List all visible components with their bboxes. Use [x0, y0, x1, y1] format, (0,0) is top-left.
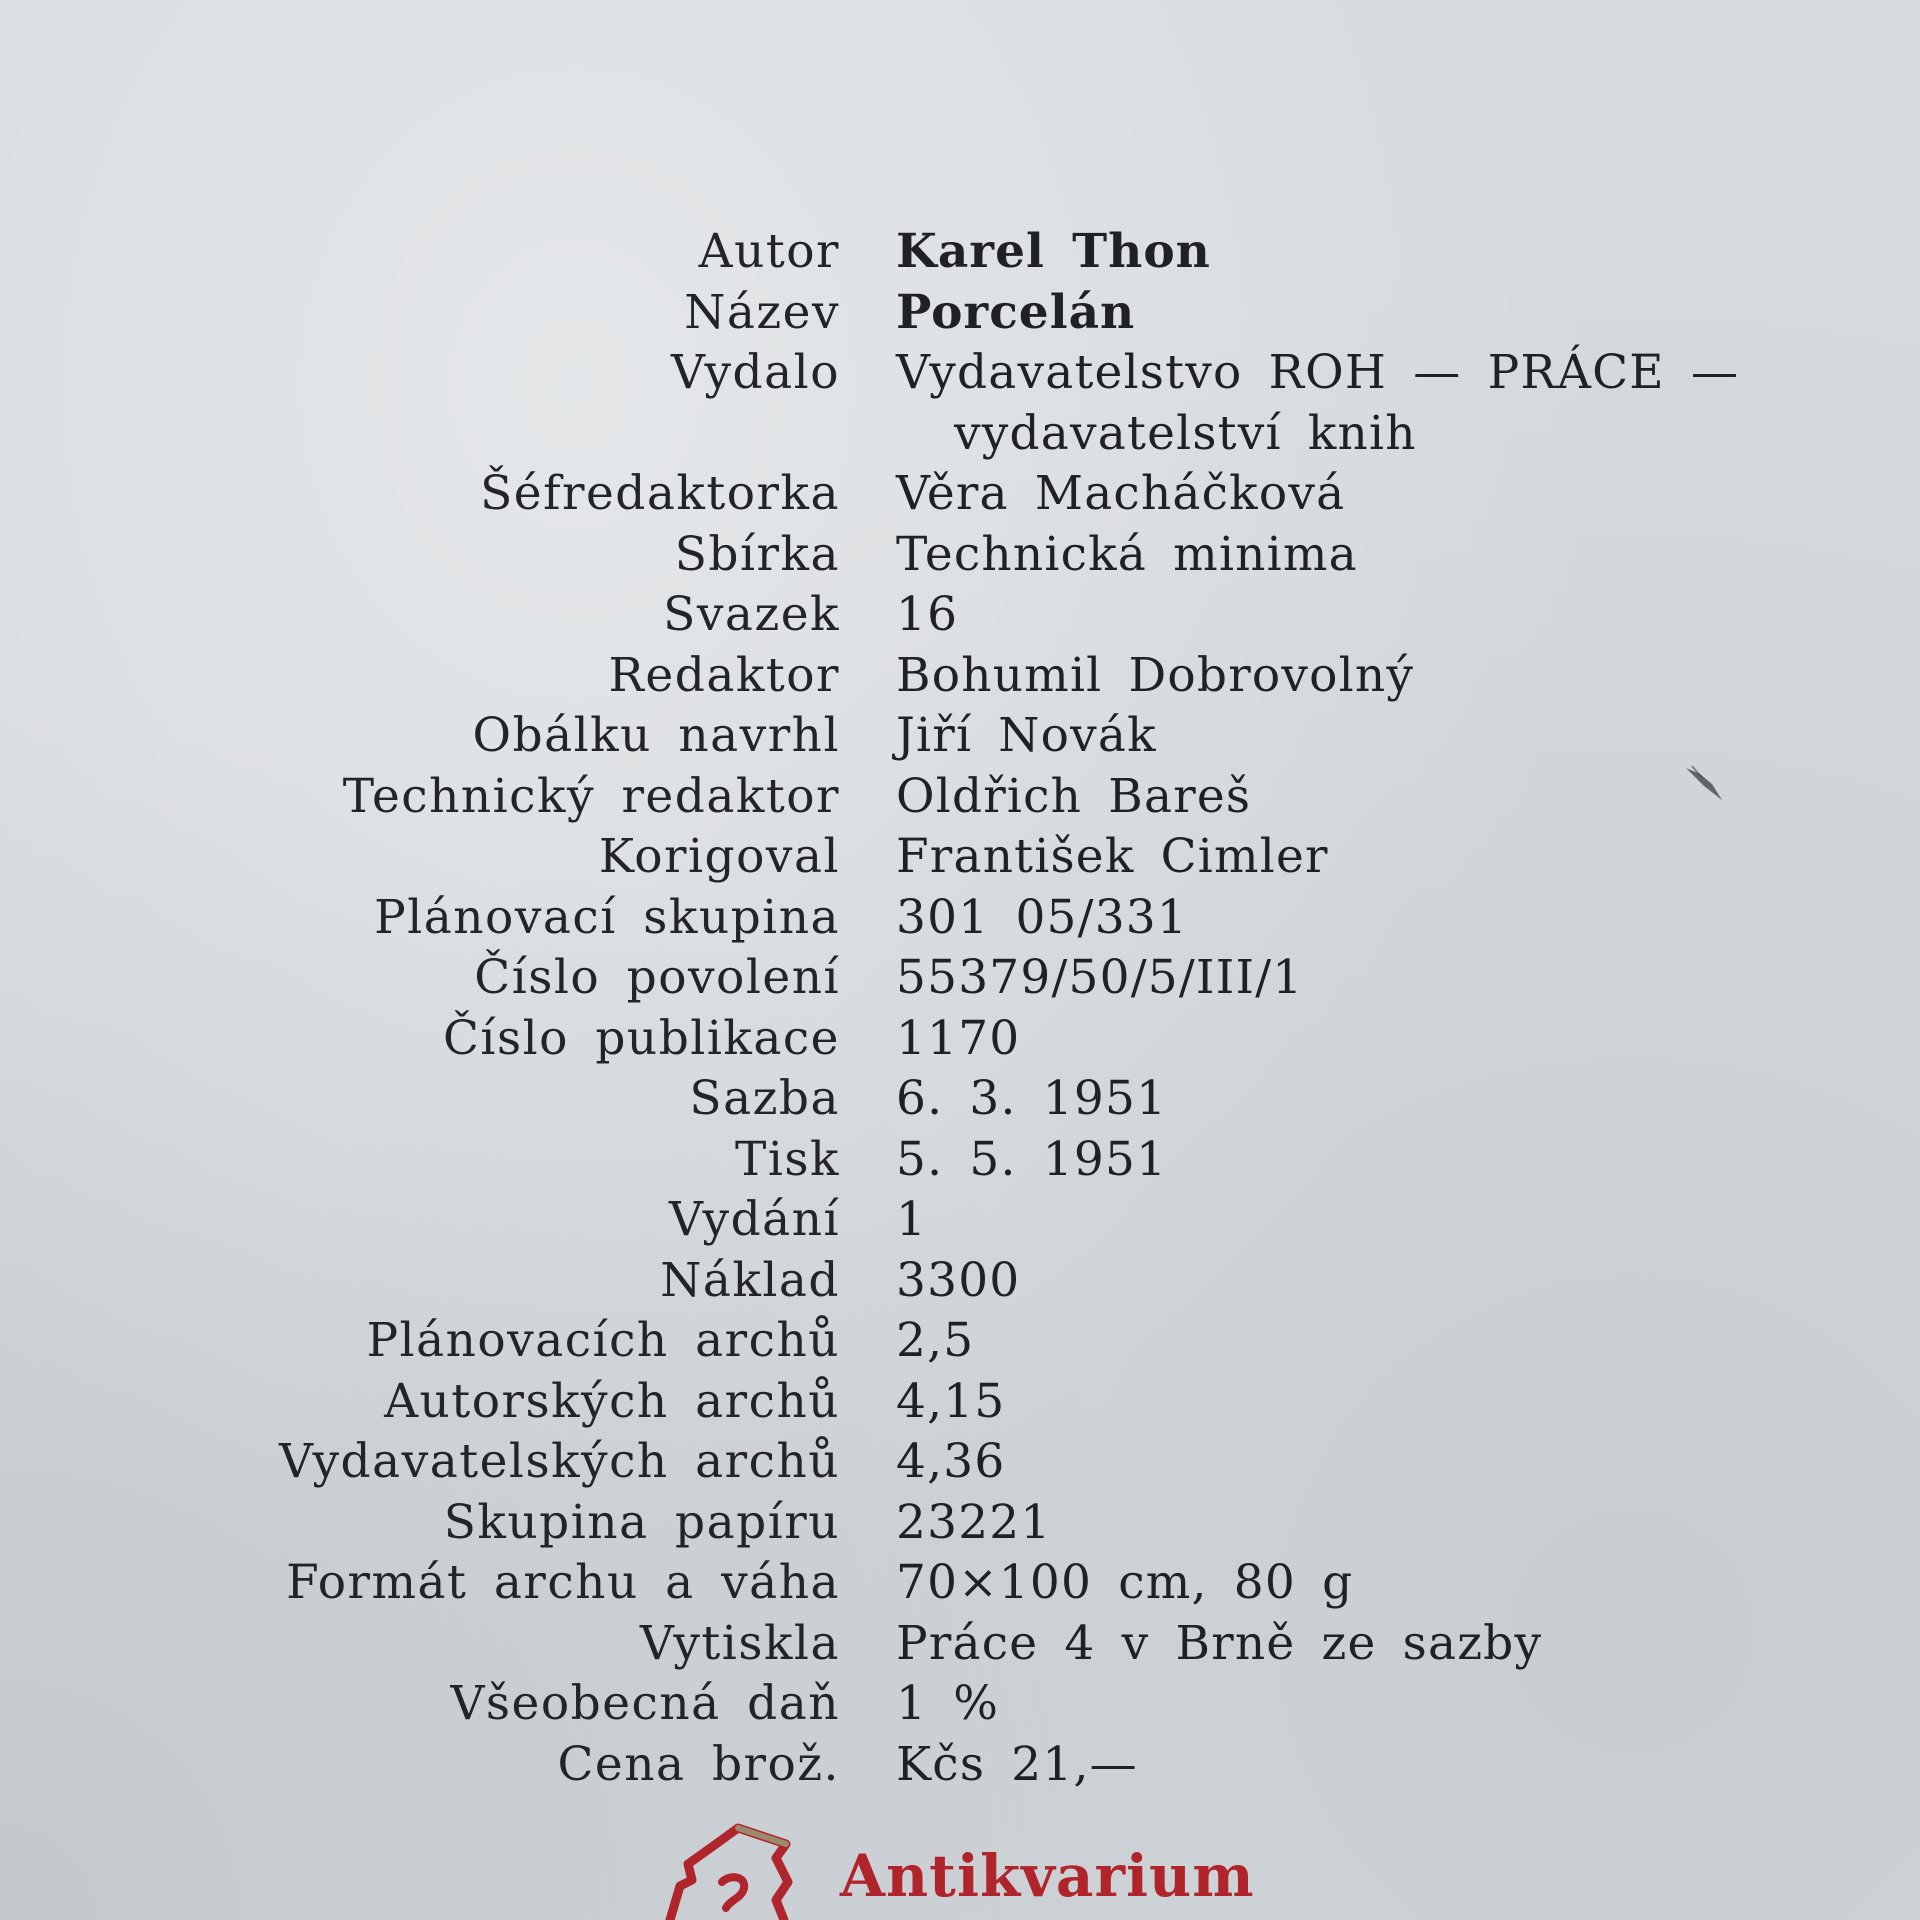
- row-label: Skupina papíru: [443, 1494, 840, 1550]
- colophon-row-editor-in-chief: [0, 464, 1920, 525]
- colophon-row-permit-number: [0, 948, 1920, 1009]
- row-label: Plánovacích archů: [366, 1313, 840, 1368]
- row-label: Název: [684, 284, 840, 340]
- colophon-row-publication-number: [0, 1009, 1920, 1070]
- row-label: Vydavatelských archů: [278, 1434, 840, 1489]
- colophon-row-edition: [0, 1190, 1920, 1251]
- row-value: Věra Macháčková: [896, 466, 1346, 521]
- row-label: Vydání: [669, 1192, 840, 1247]
- row-value: Vydavatelstvo ROH — PRÁCE —: [896, 345, 1740, 400]
- row-label: Technický redaktor: [342, 768, 840, 824]
- row-label: Formát archu a váha: [286, 1555, 840, 1610]
- row-label: Obálku navrhl: [472, 708, 840, 763]
- row-value: 1 %: [896, 1676, 1000, 1731]
- row-value: 70×100 cm, 80 g: [896, 1555, 1354, 1610]
- colophon-row-cover-designer: [0, 706, 1920, 767]
- colophon-row-planning-sheets: [0, 1311, 1920, 1372]
- colophon-row-author: [0, 222, 1920, 283]
- row-value: František Cimler: [896, 829, 1329, 884]
- ink-smudge: [1682, 764, 1726, 804]
- row-label: Sazba: [689, 1071, 840, 1126]
- antikvarium-logo-icon: [664, 1820, 824, 1920]
- colophon-row-author-sheets: [0, 1372, 1920, 1433]
- colophon-row-general-tax: [0, 1674, 1920, 1735]
- row-value: Technická minima: [896, 526, 1358, 582]
- colophon-row-volume: [0, 585, 1920, 646]
- row-label: Autor: [698, 224, 840, 279]
- row-value: Jiří Novák: [896, 708, 1157, 763]
- colophon-row-planning-group: [0, 888, 1920, 949]
- row-label: Náklad: [660, 1252, 840, 1308]
- colophon-row-publisher: [0, 343, 1920, 404]
- colophon-row-price: [0, 1735, 1920, 1796]
- colophon-row-title: [0, 283, 1920, 344]
- row-label: Vytiskla: [639, 1615, 840, 1671]
- row-label: Cena brož.: [557, 1736, 840, 1792]
- row-value: Porcelán: [896, 284, 1136, 340]
- colophon-row-typesetting-date: [0, 1069, 1920, 1130]
- row-value: 3300: [896, 1252, 1021, 1308]
- row-label: Číslo povolení: [474, 950, 840, 1005]
- row-value: 4,36: [896, 1434, 1006, 1489]
- colophon-row-proofreader: [0, 827, 1920, 888]
- row-value: vydavatelství knih: [954, 405, 1417, 461]
- row-value: Karel Thon: [896, 224, 1211, 279]
- row-value: Bohumil Dobrovolný: [896, 647, 1415, 703]
- watermark-text: Antikvarium: [840, 1842, 1255, 1910]
- row-value: 1170: [896, 1010, 1021, 1066]
- row-label: Redaktor: [608, 647, 840, 703]
- colophon-row-sheet-format: [0, 1553, 1920, 1614]
- row-value: 23221: [896, 1494, 1052, 1550]
- colophon-list: [0, 222, 1920, 1795]
- colophon-row-printer: [0, 1614, 1920, 1675]
- row-value: Práce 4 v Brně ze sazby: [896, 1615, 1543, 1671]
- row-value: 2,5: [896, 1313, 975, 1368]
- row-label: Tisk: [735, 1131, 840, 1187]
- colophon-row-series: [0, 525, 1920, 586]
- row-label: Vydalo: [670, 345, 840, 400]
- colophon-row-technical-editor: [0, 767, 1920, 828]
- colophon-row-publisher-continued: [0, 404, 1920, 465]
- row-label: Svazek: [663, 587, 840, 642]
- colophon-row-paper-group: [0, 1493, 1920, 1554]
- colophon-row-print-run: [0, 1251, 1920, 1312]
- row-label: Plánovací skupina: [374, 889, 840, 945]
- row-value: 1: [896, 1192, 928, 1247]
- row-value: 4,15: [896, 1373, 1006, 1429]
- row-value: Oldřich Bareš: [896, 768, 1252, 824]
- row-label: Sbírka: [674, 526, 840, 582]
- row-label: Autorských archů: [384, 1373, 840, 1429]
- row-label: Korigoval: [598, 829, 840, 884]
- row-value: 16: [896, 587, 959, 642]
- row-value: 55379/50/5/III/1: [896, 950, 1304, 1005]
- colophon-row-print-date: [0, 1130, 1920, 1191]
- antikvarium-watermark: [664, 1820, 1255, 1920]
- colophon-row-editor: [0, 646, 1920, 707]
- row-label: Šéfredaktorka: [480, 466, 840, 521]
- row-value: 301 05/331: [896, 889, 1188, 945]
- colophon-row-publisher-sheets: [0, 1432, 1920, 1493]
- row-value: 5. 5. 1951: [896, 1131, 1168, 1187]
- row-label: Číslo publikace: [442, 1010, 840, 1066]
- row-label: Všeobecná daň: [450, 1676, 840, 1731]
- row-value: Kčs 21,—: [896, 1736, 1138, 1792]
- row-value: 6. 3. 1951: [896, 1071, 1168, 1126]
